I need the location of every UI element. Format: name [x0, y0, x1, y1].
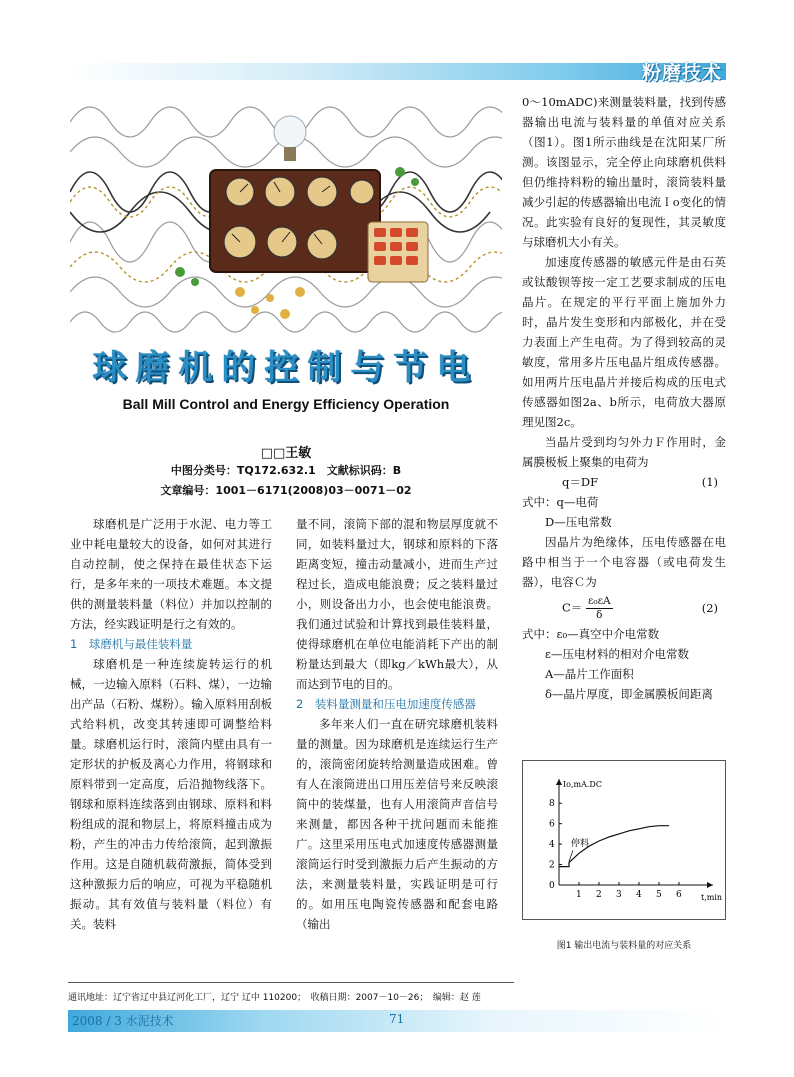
equation-2	[522, 592, 726, 624]
right-column	[522, 92, 726, 704]
paragraph: 0～10mADC)来测量装料量，找到传感器输出电流与装料量的单值对应关系（图1）。图1所示曲线是在沈阳某厂所测。该图显示，完全停止向球磨机供料但仍维持料粉的输出量时，滚筒装料量减少引起的传感器输出电流Ｉo变化的情况。此实验有良好的复现性，其灵敏度与球磨机大小有关。	[522, 95, 726, 249]
section-heading-2: 2 装料量测量和压电加速度传感器	[296, 697, 476, 711]
figure-1-chart	[523, 761, 725, 919]
paragraph: 加速度传感器的敏感元件是由石英或钛酸钡等按一定工艺要求制成的压电晶片。在规定的平行平面上施加外力时，晶片发生变形和内部极化，并在受力表面上产生电荷。为了得到较高的灵敏度，常用多片压电晶片组成传感器。如用两片压电晶片并接后构成的压电式传感器如图2a、b所示，电荷放大器原理见图2c。	[522, 255, 726, 429]
equation-2-numerator: ε₀εA	[587, 594, 611, 607]
y-tick-label: 4	[549, 840, 555, 851]
footnote: 通讯地址：辽宁省辽中县辽河化工厂，辽宁 辽中 110200； 收稿日期：2007－10－26； 编辑：赵 莲	[68, 993, 481, 1003]
x-axis-label: t,min	[701, 893, 723, 902]
equation-2-fraction	[586, 595, 613, 622]
definition-line: 式中：ε₀—真空中介电常数	[522, 627, 660, 641]
article-title-cn: 球磨机的控制与节电	[92, 348, 480, 388]
illustration-art	[70, 92, 502, 340]
paragraph: 当晶片受到均匀外力Ｆ作用时，金属膜极板上聚集的电荷为	[522, 435, 726, 469]
equation-1-number: (1)	[701, 475, 718, 489]
x-tick-label: 6	[676, 890, 682, 900]
paragraph: 多年来人们一直在研究球磨机装料量的测量。因为球磨机是连续运行生产的，滚筒密闭旋转给测量造成困难。曾有人在滚筒进出口用压差信号来反映滚筒中的装煤量，也有人用滚筒声音信号来测量，都因各种干扰问题而未能推广。这里采用压电式加速度传感器测量滚筒运行时受到激振力后产生振动的方法，来测量装料量，实践证明是可行的。如用压电陶瓷传感器和配套电路（输出	[296, 717, 498, 931]
definition-line: D—压电常数	[545, 515, 612, 529]
equation-2-lhs: C＝	[562, 600, 583, 614]
stop-feed-annotation: 停料	[571, 839, 590, 850]
definition-line: A—晶片工作面积	[545, 667, 634, 681]
figure-1-caption: 图1 输出电流与装料量的对应关系	[556, 941, 692, 951]
definition-line: δ—晶片厚度，即金属膜板间距离	[545, 687, 713, 701]
definition-line: 式中：q—电荷	[522, 495, 599, 509]
page-number: 71	[389, 1012, 405, 1026]
paragraph: 球磨机是一种连续旋转运行的机械，一边输入原料（石料、煤），一边输出产品（石粉、煤粉）。输入原料用刮板式给料机，改变其转速即可调整给料量。球磨机运行时，滚筒内壁由具有一定形状的护板及离心力作用，将钢球和原料带到一定高度，后沿抛物线落下。钢球和原料连续落到由钢球、原料和料粉组成的混和物层上，将原料撞击成为粉，产生的冲击力传给滚筒，起到激振作用。这是自随机载荷激振，简体受到这种激振力后的响应，可视为平稳随机振动。其有效值与装料量（料位）有关。装料	[70, 657, 272, 931]
x-tick-label: 2	[596, 890, 602, 900]
paragraph: 球磨机是广泛用于水泥、电力等工业中耗电量较大的设备，如何对其进行自动控制，使之保持在最佳状态下运行，是多年来的一项技术难题。本文提供的测量装料量（料位）并加以控制的方法，经实践证明是行之有效的。	[70, 517, 272, 631]
paragraph: 量不同，滚筒下部的混和物层厚度就不同，如装料量过大，钢球和原料的下落距离变短，撞击动量减小，进而生产过程过长，造成电能浪费；反之装料量过小，则设备出力小，也会使电能浪费。我们通过试验和计算找到最佳装料量，使得球磨机在单位电能消耗下产出的制粉量达到最大（即kg／kWh最大），从而达到节电的目的。	[296, 517, 498, 691]
definition-line: ε—压电材料的相对介电常数	[545, 647, 689, 661]
y-tick-label: 6	[549, 819, 555, 830]
section-heading-1: 1 球磨机与最佳装料量	[70, 637, 193, 651]
figure-1	[522, 760, 726, 920]
header-band	[68, 63, 726, 80]
middle-column	[296, 514, 498, 934]
article-author: □□王敏	[260, 446, 312, 461]
article-title-en: Ball Mill Control and Energy Efficiency Operation	[122, 396, 450, 412]
section-title: 粉磨技术	[641, 62, 722, 84]
x-tick-label: 1	[576, 890, 582, 900]
article-number-line: 文章编号：1001－6171(2008)03－0071－02	[160, 484, 412, 497]
x-tick-label: 5	[656, 890, 662, 900]
footnote-divider	[68, 982, 514, 983]
x-axis-arrow	[707, 882, 713, 888]
y-tick-label: 2	[549, 860, 555, 871]
header-illustration	[70, 92, 502, 340]
y-tick-label: 0	[549, 881, 555, 891]
journal-issue: 2008 / 3 水泥技术	[72, 1014, 174, 1028]
y-axis-arrow	[556, 779, 562, 785]
equation-2-denominator: δ	[596, 608, 603, 621]
left-column	[70, 514, 272, 934]
y-axis-label: Io,mA.DC	[563, 780, 602, 789]
paragraph: 因晶片为绝缘体，压电传感器在电路中相当于一个电容器（或电荷发生器），电容Ｃ为	[522, 535, 726, 589]
equation-1	[522, 472, 726, 492]
x-tick-label: 3	[616, 890, 622, 900]
equation-1-body: q＝DF	[562, 475, 599, 489]
y-tick-label: 8	[549, 799, 555, 810]
equation-2-number: (2)	[701, 601, 718, 615]
classification-line: 中图分类号：TQ172.632.1 文献标识码：B	[170, 464, 402, 477]
x-tick-label: 4	[636, 890, 642, 900]
